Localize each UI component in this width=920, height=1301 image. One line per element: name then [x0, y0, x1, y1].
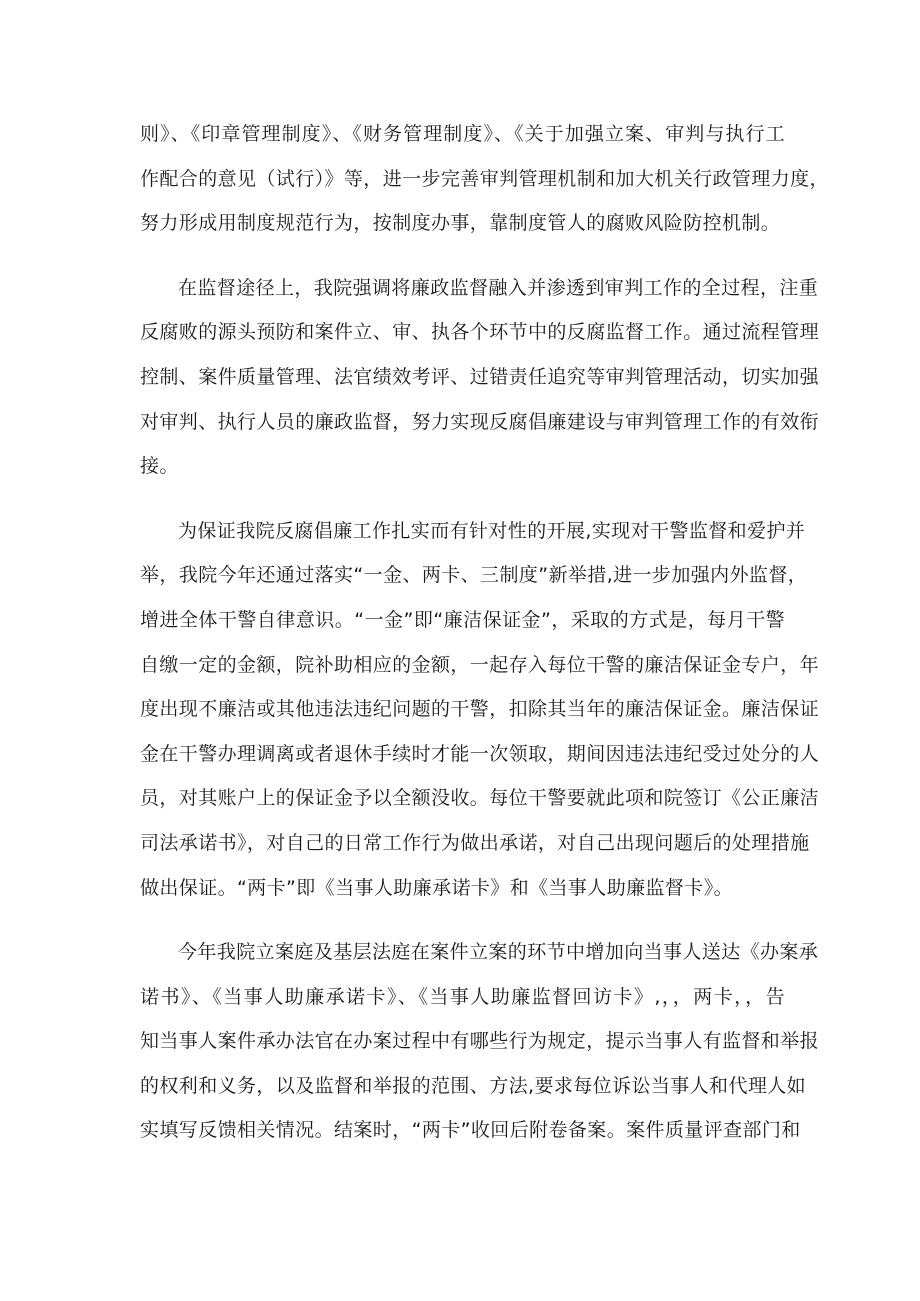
paragraph-3 [140, 509, 820, 910]
paragraph-4 [140, 930, 820, 1153]
paragraph-1 [140, 112, 829, 246]
text-line: 对审判、执行人员的廉政监督，努力实现反腐倡廉建设与审判管理工作的有效衔 [140, 410, 820, 433]
text-line: 在监督途径上，我院强调将廉政监督融入并渗透到审判工作的全过程，注重 [178, 276, 819, 299]
text-line: 做出保证。“两卡”即《当事人助廉承诺卡》和《当事人助廉监督卡》。 [140, 876, 733, 899]
text-line: 诺书》、《当事人助廉承诺卡》、《当事人助廉监督回访卡》,，，两卡，，告 [140, 985, 785, 1008]
text-line: 作配合的意见（试行）》等，进一步完善审判管理机制和加大机关行政管理力度， [140, 167, 829, 190]
text-line: 司法承诺书》，对自己的日常工作行为做出承诺，对自己出现问题后的处理措施 [140, 831, 810, 854]
paragraph-2 [140, 266, 820, 489]
text-line: 努力形成用制度规范行为，按制度办事，靠制度管人的腐败风险防控机制。 [140, 212, 781, 235]
text-line: 实填写反馈相关情况。结案时，“两卡”收回后附卷备案。案件质量评查部门和 [140, 1119, 801, 1142]
text-line: 控制、案件质量管理、法官绩效考评、过错责任追究等审判管理活动，切实加强 [140, 365, 820, 388]
text-line: 举，我院今年还通过落实“一金、两卡、三制度”新举措,进一步加强内外监督， [140, 564, 808, 587]
text-line: 反腐败的源头预防和案件立、审、执各个环节中的反腐监督工作。通过流程管理 [140, 321, 820, 344]
text-line: 接。 [140, 455, 179, 478]
text-line: 员，对其账户上的保证金予以全额没收。每位干警要就此项和院签订《公正廉洁 [140, 787, 820, 810]
text-line: 知当事人案件承办法官在办案过程中有哪些行为规定，提示当事人有监督和举报 [140, 1030, 820, 1053]
text-line: 今年我院立案庭及基层法庭在案件立案的环节中增加向当事人送达《办案承 [178, 941, 819, 964]
text-line: 的权利和义务，以及监督和举报的范围、方法,要求每位诉讼当事人和代理人如 [140, 1074, 807, 1097]
text-line: 为保证我院反腐倡廉工作扎实而有针对性的开展,实现对干警监督和爱护并 [178, 519, 806, 542]
text-line: 金在干警办理调离或者退休手续时才能一次领取，期间因违法违纪受过处分的人 [140, 742, 820, 765]
text-line: 增进全体干警自律意识。“一金”即“廉洁保证金”，采取的方式是，每月干警 [140, 608, 785, 631]
text-line: 则》、《印章管理制度》、《财务管理制度》、《关于加强立案、审判与执行工 [140, 123, 785, 145]
text-line: 自缴一定的金额，院补助相应的金额，一起存入每位干警的廉洁保证金专户，年 [140, 653, 820, 676]
document-body [140, 112, 829, 1153]
text-line: 度出现不廉洁或其他违法违纪问题的干警，扣除其当年的廉洁保证金。廉洁保证 [140, 698, 820, 721]
